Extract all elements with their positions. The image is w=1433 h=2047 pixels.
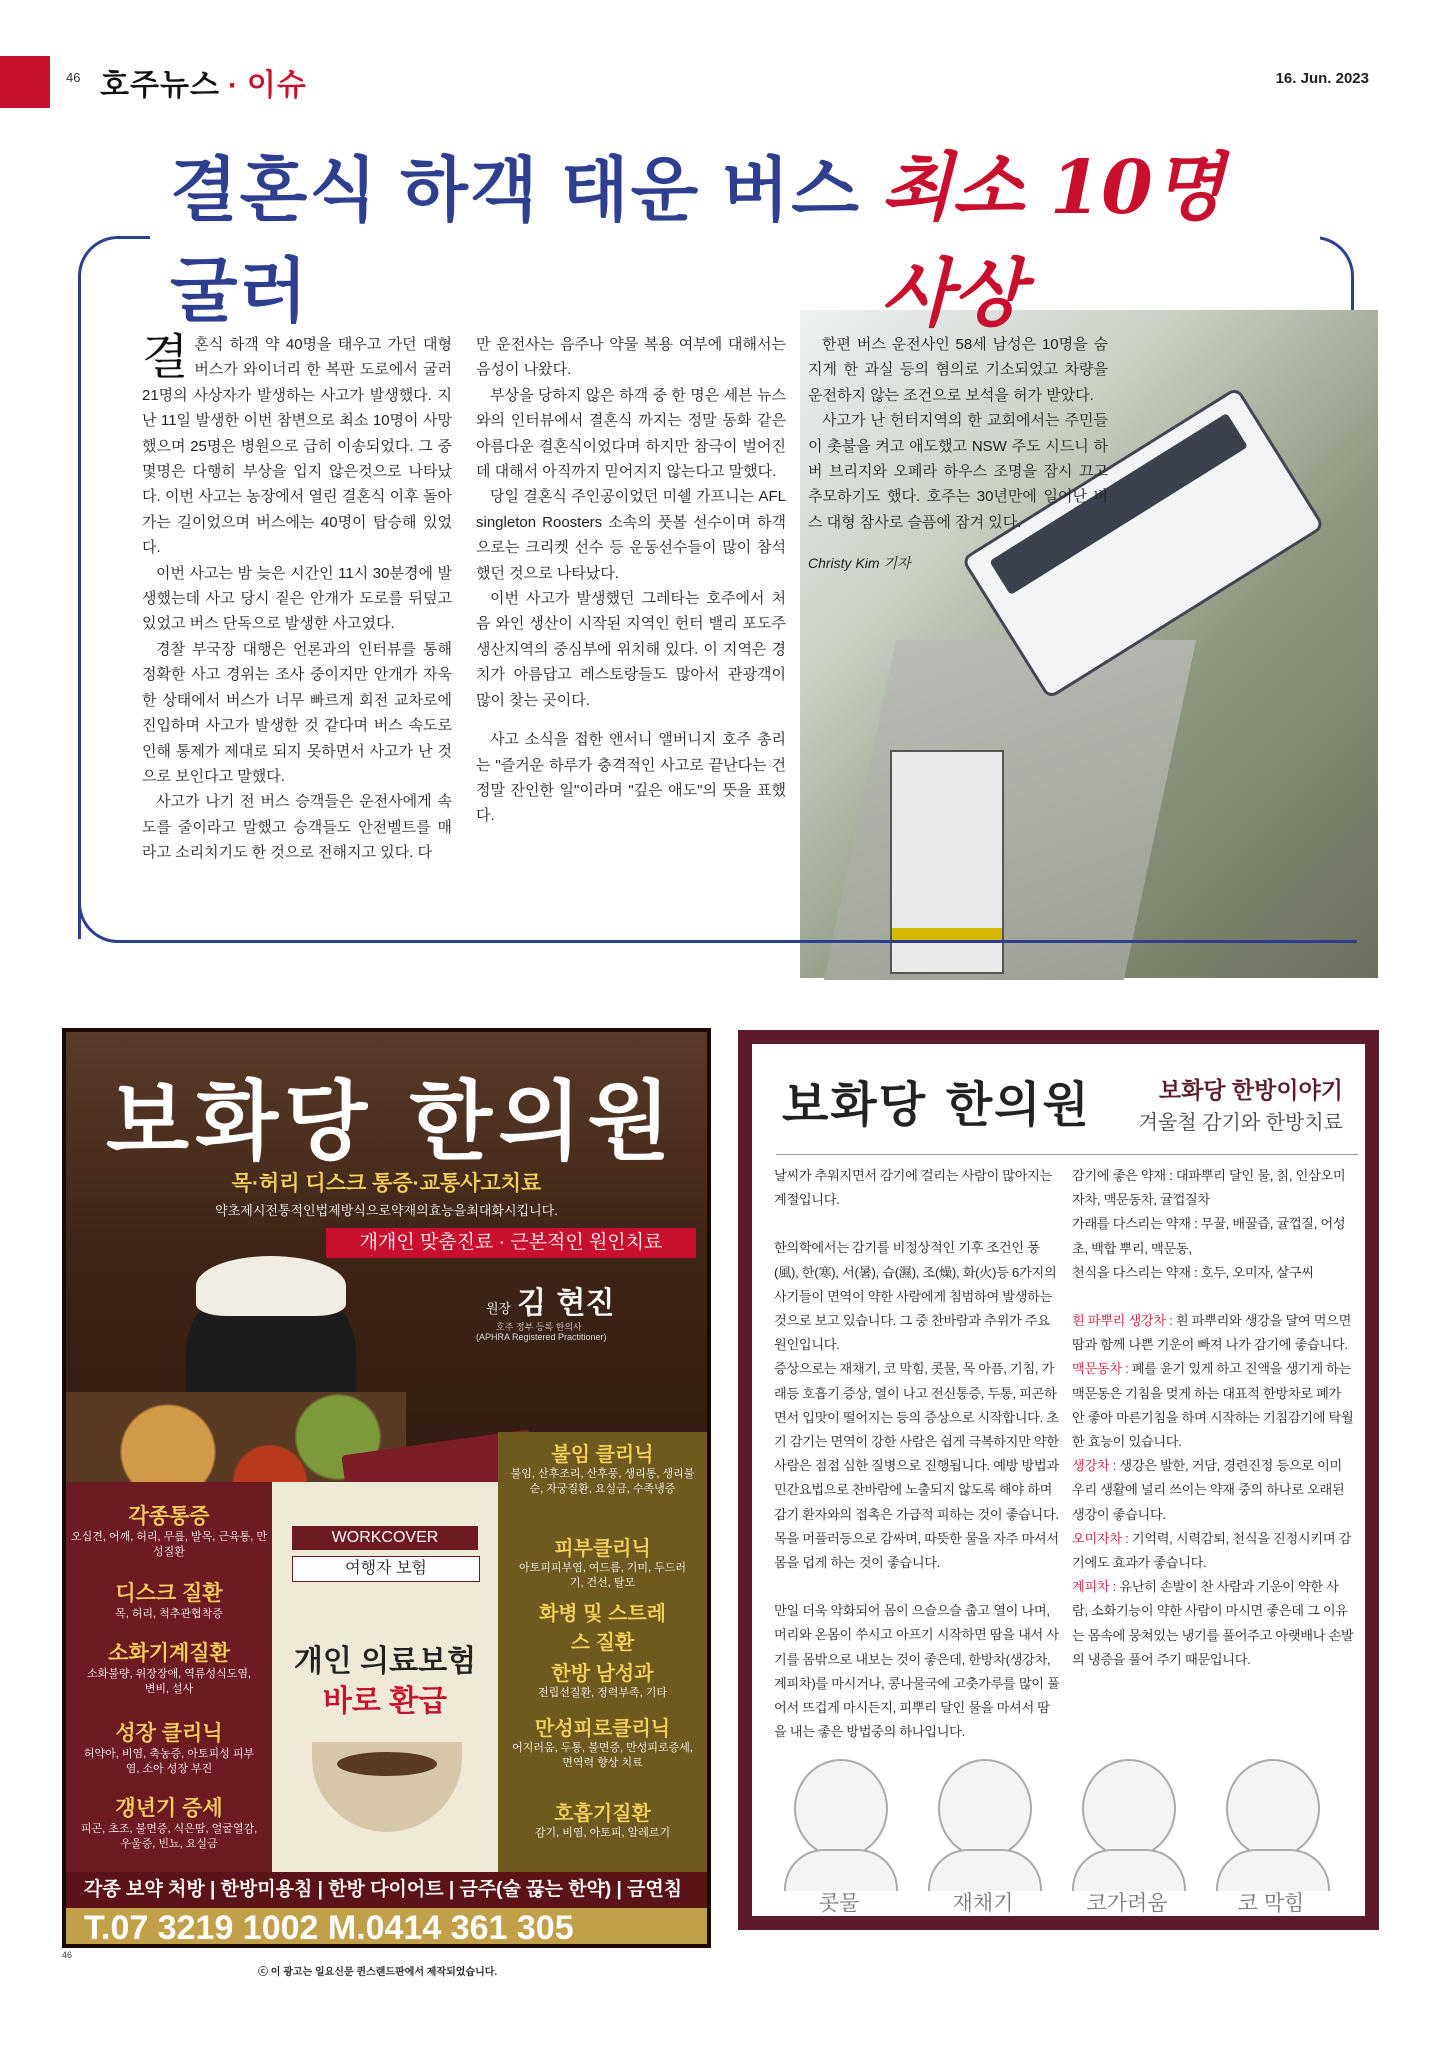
insurance-line: 개인 의료보험 xyxy=(293,1645,477,1678)
category-item: 소화기계질환 소화불량, 위장장애, 역류성식도염, 변비, 설사 xyxy=(86,1642,252,1695)
herbal-story-box xyxy=(738,1030,1379,1930)
paragraph: 감기에 좋은 약재 : 대파뿌리 달인 물, 칡, 인삼오미자차, 맥문동차, 귤껍질차 xyxy=(1072,1168,1346,1208)
paragraph: 혼식 하객 약 40명을 태우고 가던 대형버스가 와이너리 한 복판 도로에서 굴러 21명의 사상자가 발생하는 사고가 발생했다. 지난 11일 발생한 이번 참변으로 최소 10명이 사망했으며 25명은 병원으로 급히 이송되었다. 그 중 몇명은 다행히 부상을 입지 않은것으로 나타났다. 이번 사고는 농장에서 열린 결혼식 이후 돌아가는 길이었으며 버스에는 40명이 탑승해 있었다. xyxy=(142,336,452,557)
ad-right-categories xyxy=(498,1432,707,1872)
insurance-text xyxy=(272,1642,498,1722)
cartoon-sneeze: 재채기 xyxy=(918,1749,1048,1913)
category-item: 호흡기질환 감기, 비염, 아토피, 알레르기 xyxy=(534,1803,671,1839)
services-bar: 각종 보약 처방 | 한방미용침 | 한방 다이어트 | 금주(술 끊는 한약) | 금연침 xyxy=(66,1872,707,1908)
category-item: 만성피로클리닉 어지러움, 두통, 불면증, 만성피로증세, 면역력 향상 치료 xyxy=(512,1718,693,1769)
director-name: 김 현진 xyxy=(517,1286,615,1321)
insurance-refund: 바로 환급 xyxy=(322,1685,448,1718)
paragraph: 사고가 나기 전 버스 승객들은 운전사에게 속도를 줄이라고 말했고 승객들도 안전벨트를 매라고 소리치기도 한 것으로 전해지고 있다. 다 xyxy=(142,793,452,862)
paragraph: 오미자차 : 기억력, 시력감퇴, 천식을 진정시키며 감기에도 효과가 좋습니다. xyxy=(1072,1530,1352,1571)
paragraph: 맥문동차 : 폐를 윤기 있게 하고 진액을 생기게 하는 맥문동은 기침을 멎게 하는 대표적 한방차로 폐가 안 좋아 마른기침을 하며 시작하는 기침감기에 탁월한 효능이 있습니다. xyxy=(1072,1361,1354,1450)
ad-banner: 개개인 맞춤진료 · 근본적인 원인치료 xyxy=(326,1228,696,1258)
cartoon-itchy-nose: 코가려움 xyxy=(1062,1749,1192,1913)
paragraph: 경찰 부국장 대행은 언론과의 인터뷰를 통해 정확한 사고 경위는 조사 중이지만 안개가 자욱한 상태에서 버스가 너무 빠르게 회전 교차로에 진입하며 사고가 발생한 것 같다며 버스 속도로 인해 통제가 제대로 되지 못하면서 사고가 난 것으로 보인다고 말했다. xyxy=(142,640,452,785)
paragraph: 만 운전사는 음주나 약물 복용 여부에 대해서는 음성이 나왔다. xyxy=(476,336,786,379)
clinic-advertisement xyxy=(62,1028,711,1948)
paragraph: 사고가 난 헌터지역의 한 교회에서는 주민들이 촛불을 켜고 애도했고 NSW 주도 시드니 하버 브리지와 오페라 하우스 조명을 잠시 끄고 추모하기도 했다. 호주는 30년만에 일어난 버스 대형 참사로 슬픔에 잠겨 있다. xyxy=(808,412,1108,531)
article-headline xyxy=(150,145,1320,337)
paragraph: 부상을 당하지 않은 하객 중 한 명은 세븐 뉴스와의 인터뷰에서 결혼식 까지는 정말 동화 같은 아름다운 결혼식이었다며 하지만 참극이 벌어진데 대해서 아직까지 믿어지지 않는다고 말했다. xyxy=(476,386,786,481)
cartoon-runny-nose: 콧물 xyxy=(774,1749,904,1913)
category-item: 피부클리닉 아토피피부염, 여드름, 기미, 두드러기, 건선, 탈모 xyxy=(518,1538,687,1589)
story-column-2 xyxy=(1072,1164,1354,1672)
workcover-badge: WORKCOVER xyxy=(292,1526,478,1550)
ad-subtitle: 목·허리 디스크 통증·교통사고치료 xyxy=(231,1172,542,1195)
director-registration: 호주 정부 등록 한의사 xyxy=(496,1322,582,1332)
paragraph: 이번 사고는 밤 늦은 시간인 11시 30분경에 발생했는데 사고 당시 짙은 안개가 도로를 뒤덮고 있었고 버스 단독으로 발생한 사고였다. xyxy=(142,564,452,633)
paragraph: 만일 더욱 악화되어 몸이 으슬으슬 춥고 열이 나며, 머리와 온몸이 쑤시고 아프기 시작하면 땀을 내서 사기를 몸밖으로 내보는 것이 좋은데, 한방차(생강차, 계피차)를 마시거나, 콩나물국에 고춧가루를 많이 풀어서 뜨겁게 마시든지, 피뿌리 달인 물을 마셔서 땀을 내는 좋은 방법중의 하나입니다. xyxy=(774,1603,1060,1740)
clinic-logo: 보화당 한의원 xyxy=(106,1071,677,1172)
director-registration-en: (APHRA Registered Practitioner) xyxy=(476,1332,607,1342)
paragraph: 한의학에서는 감기를 비정상적인 기후 조건인 풍(風), 한(寒), 서(暑), 습(濕), 조(燥), 화(火)등 6가지의 사기들이 면역이 약한 사람에게 침범하여 발생하는 것으로 보고 있습니다. 그 중 찬바람과 추위가 주요 원인입니다. xyxy=(774,1240,1057,1353)
article-column-3 xyxy=(808,332,1108,577)
issue-date: 16. Jun. 2023 xyxy=(1275,70,1369,87)
story-subtitle: 겨울철 감기와 한방치료 xyxy=(1138,1112,1343,1134)
article-frame-bottom xyxy=(78,900,1357,943)
footer-page-number: 46 xyxy=(62,1950,73,1960)
clinic-logo-small: 보화당 한의원 xyxy=(782,1077,1091,1133)
section-highlight: 이슈 xyxy=(246,69,307,102)
category-item: 성장 클리닉 허약아, 비염, 축농증, 아토피성 피부염, 소아 성장 부진 xyxy=(83,1722,255,1775)
cartoon-stuffy-nose: 코 막힘 xyxy=(1206,1749,1336,1913)
director xyxy=(486,1278,615,1322)
category-item: 갱년기 증세 피곤, 초조, 불면증, 식은땀, 얼굴열감, 우울증, 빈뇨, 요실금 xyxy=(80,1797,258,1850)
section-color-tab xyxy=(0,56,50,108)
paragraph: 계피차 : 유난히 손발이 찬 사람과 기운이 약한 사람, 소화기능이 약한 사람이 마시면 좋은데 그 이유는 몸속에 뭉쳐있는 냉기를 풀어주고 아랫배나 손발의 냉증을 풀어 주기 때문입니다. xyxy=(1072,1579,1354,1667)
travel-insurance-badge: 여행자 보험 xyxy=(292,1556,480,1582)
article-column-2 xyxy=(476,332,786,829)
paragraph: 흰 파뿌리 생강차 : 흰 파뿌리와 생강을 달여 먹으면 땀과 함께 나쁜 기운이 빠져 나가 감기에 좋습니다. xyxy=(1072,1313,1352,1353)
paragraph: 이번 사고가 발생했던 그레타는 호주에서 처음 와인 생산이 시작된 지역인 헌터 밸리 포도주 생산지역의 중심부에 위치해 있다. 이 지역은 경치가 아름답고 레스토랑들도 많아서 관광객이 많이 찾는 곳이다. xyxy=(476,590,786,709)
story-column-1 xyxy=(774,1164,1062,1744)
section-name: 호주뉴스 xyxy=(100,69,220,102)
page-number: 46 xyxy=(66,70,81,85)
phone-numbers[interactable]: T.07 3219 1002 M.0414 361 305 xyxy=(66,1908,707,1948)
ad-insurance-panel xyxy=(272,1482,498,1872)
paragraph: 가래를 다스리는 약재 : 무꿀, 배꿀즙, 귤껍질, 어성초, 백합 뿌리, 맥문동, xyxy=(1072,1216,1346,1256)
paragraph: 증상으로는 재채기, 코 막힘, 콧물, 목 아픔, 기침, 가래등 호흡기 증상, 열이 나고 전신통증, 두통, 피곤하면서 입맛이 떨어지는 등의 증상으로 시작합니다. 초기 감기는 면역이 강한 사람은 쉽게 극복하지만 약한 사람은 점점 심한 질병으로 진행됩니다. 예방 방법과 민간요법으로 찬바람에 노출되지 않도록 해야 하며 감기 환자와의 접촉은 가급적 피하는 것이 좋습니다. 목을 머플러등으로 감싸며, 따뜻한 물을 자주 마셔서 몸을 덥게 하는 것이 좋습니다. xyxy=(774,1361,1059,1571)
story-title: 보화당 한방이야기 xyxy=(1158,1077,1343,1103)
paragraph: 천식을 다스리는 약재 : 호두, 오미자, 살구씨 xyxy=(1072,1264,1314,1280)
paragraph: 생강차 : 생강은 발한, 거담, 경련진정 등으로 이미 우리 생활에 널리 쓰이는 약재 중의 하나로 오래된 생강이 좋습니다. xyxy=(1072,1458,1345,1522)
paragraph: 날씨가 추워지면서 감기에 걸리는 사람이 많아지는 계절입니다. xyxy=(774,1168,1053,1208)
article-column-1 xyxy=(142,329,452,866)
copyright-notice: ⓒ 이 광고는 일요신문 퀸스랜드판에서 제작되었습니다. xyxy=(258,1967,498,1978)
tea-bowl-image xyxy=(312,1742,462,1832)
category-item: 한방 남성과 전립선질환, 정력부족, 기타 xyxy=(537,1663,668,1699)
dropcap: 결 xyxy=(142,329,189,385)
headline-emphasis: 최소 10명 사상 xyxy=(881,145,1225,337)
headline-main: 결혼식 하객 태운 버스 굴러 xyxy=(170,151,861,330)
paragraph: 당일 결혼식 주인공이었던 미쉘 가프니는 AFL singleton Roosters 소속의 풋볼 선수이며 하객으로는 크리켓 선수 등 운동선수들이 많이 참석했던 것으로 나타났다. xyxy=(476,488,786,582)
ad-left-categories xyxy=(66,1482,272,1872)
category-item: 각종통증 오십견, 어깨, 허리, 무릎, 발목, 근육통, 만성질환 xyxy=(70,1505,268,1558)
director-label: 원장 xyxy=(486,1302,512,1317)
divider xyxy=(776,1154,1358,1155)
byline: Christy Kim 기자 xyxy=(808,555,911,572)
category-item: 화병 및 스트레스 질환 xyxy=(538,1603,667,1654)
category-item: 디스크 질환 목, 허리, 척추관협착증 xyxy=(115,1582,223,1620)
section-title: 호주뉴스 · 이슈 xyxy=(100,69,307,102)
ad-tagline: 약초제시전통적인법제방식으로약재의효능을최대화시킵니다. xyxy=(215,1203,558,1218)
paragraph: 사고 소식을 접한 앤서니 앨버니지 호주 총리는 "즐거운 하루가 충격적인 사고로 끝난다는 건 정말 잔인한 일"이라며 "깊은 애도"의 뜻을 표했다. xyxy=(476,731,786,825)
category-item: 불임 클리닉 불임, 산후조리, 산후풍, 생리통, 생리불순, 자궁질환, 요실금, 수족냉증 xyxy=(510,1444,695,1495)
paragraph: 한편 버스 운전사인 58세 남성은 10명을 숨지게 한 과실 등의 혐의로 기소되었고 차량을 운전하지 않는 조건으로 보석을 허가 받았다. xyxy=(808,336,1108,404)
